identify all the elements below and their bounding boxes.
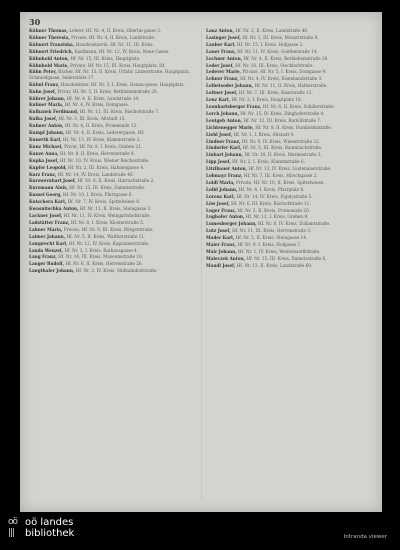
entry-details: Hf. Nr. 10, III. Kreis, Stockhofstraße. [235, 62, 314, 68]
directory-entry [206, 228, 374, 233]
directory-entry [206, 132, 374, 137]
entry-details: Hf. Nr. 4, II. Kreis, Promenade 12. [64, 123, 138, 129]
directory-entry [29, 178, 197, 183]
entry-name: Kuhner Maria, [29, 102, 64, 108]
directory-entry [206, 235, 374, 240]
directory-entry [206, 194, 374, 199]
entry-name: Lamprecht Karl, [29, 240, 68, 246]
entry-name: Kutschera Karl, [29, 199, 67, 205]
directory-entry [29, 199, 197, 204]
entry-details: Lehrer, Hf. Nr. 4, II. Kreis, Oberlin-gasse 3. [69, 28, 162, 33]
entry-details: Hf. Nr. 15, III. Kreis, Hauptplatz. [70, 55, 141, 61]
entry-name: Kupka Josef, [29, 157, 59, 163]
directory-entry [29, 185, 197, 190]
entry-name: Linhart Johann, [206, 152, 244, 158]
entry-details: Bäcker, Hf. Nr. 13, II. Kreis, Urfahr, Linzerstraße, Hauptplatz, Schmiedgasse, Seilerstätte 17. [29, 69, 190, 80]
page-number: 30 [29, 17, 41, 27]
entry-details: Hf. Nr. 4, I. Kreis, Pfarrplatz 8. [238, 186, 305, 192]
entry-details: Hf. Nr. 11, II. Kreis, Hafnerstraße. [254, 83, 328, 89]
entry-name: Lauber Karl, [206, 41, 236, 47]
entry-name: Lahner Maria, [29, 226, 63, 232]
directory-entry [29, 82, 197, 87]
entry-details: Hf. Nr. 13, II. Kreis, Landstraße 60. [236, 262, 313, 268]
entry-name: Kupfer Leopold, [29, 164, 67, 170]
entry-name: Kühner Theresia, [29, 34, 70, 40]
entry-details: Hf. Nr. 6, II. Kreis, Harrachstraße 2. [77, 178, 155, 184]
library-logo[interactable] [8, 517, 74, 539]
entry-name: Litzlbauer Anton, [206, 166, 247, 172]
entry-name: Kunz Michael, [29, 143, 63, 149]
entry-name: Kumpf Johann, [29, 130, 65, 136]
entry-name: Leutgeb Anton, [206, 117, 243, 123]
entry-name: Langthaler Johann, [29, 268, 75, 274]
entry-name: Kühn Peter, [29, 69, 57, 75]
directory-entry [206, 159, 374, 164]
directory-entry [206, 180, 374, 185]
entry-details: Kaufmann, Hf. Nr. 12, IV. Kreis, Neue Gasse. [74, 48, 170, 54]
directory-entry [206, 166, 374, 171]
entry-details: Hf. Nr. 2, I. Kreis, Klammstraße 6. [232, 159, 305, 165]
entry-details: Hf. Nr. 5, III. Kreis, Baumbachstraße. [242, 145, 323, 151]
entry-name: Lechner Anton, [206, 55, 243, 61]
entry-name: Lehner Franz, [206, 76, 239, 82]
entry-details: Hf. Nr. 7, III. Kreis, Kaarstraße 12. [238, 90, 313, 96]
entry-name: Kühnert Franziska, [29, 41, 75, 47]
entry-details: Hf. Nr. 10, II. Kreis, Marienstraße 3. [244, 152, 322, 158]
entry-details: Hf. Nr. 14, III. Kreis, Museumstraße 10. [58, 254, 143, 260]
entry-name: Kulhanek Ferdinand, [29, 109, 79, 115]
entry-details: Hf. Nr. 1, I. Kreis, Altstadt 4. [233, 131, 295, 137]
entry-details: Hf. Nr. 14, IV. Kreis, Figulystraße 5. [236, 193, 313, 199]
directory-entry [29, 63, 197, 68]
entry-name: Lutz Josef, [206, 228, 231, 234]
directory-entry [29, 49, 197, 54]
entry-details: Hf. Nr. 8, II. Kreis, Humboldtstraße. [255, 124, 333, 130]
entry-details: Hf. Nr. 15, I. Kreis, Hofgasse 2. [236, 41, 304, 47]
entry-details: Hf. Nr. 12, IV. Kreis, Kapuzinerstraße. [68, 240, 150, 246]
entry-details: Hf. Nr. 6, III. Kreis, Bischofstraße 11. [231, 200, 311, 206]
entry-name: Lenz Karl, [206, 97, 231, 103]
directory-entry [29, 28, 197, 33]
entry-name: Maleczek Anton, [206, 255, 246, 261]
entry-name: Lindner Franz, [206, 138, 241, 144]
entry-name: Kühner Thomas, [29, 28, 68, 33]
entry-name: Mair Johann, [206, 249, 237, 254]
directory-entry [206, 63, 374, 68]
entry-name: Lorenz Karl, [206, 193, 236, 199]
entry-details: Privat, Hf. Nr. 8, I. Kreis, Graben 21. [64, 143, 143, 149]
entry-details: Private, Hf. Nr. 9, III. Kreis, Bürgerstraße. [63, 226, 154, 232]
directory-entry [29, 248, 197, 253]
entry-details: Hf. Nr. 10, I. Kreis, Pfarrgasse 6. [63, 192, 133, 198]
entry-name: Lederer Marie, [206, 69, 242, 75]
entry-details: Hf. Nr. 11, III. Kreis, Bischofstraße 7. [79, 109, 160, 115]
entry-name: Kührer Johann, [29, 95, 66, 101]
directory-entry [29, 42, 197, 47]
entry-name: Ladstätter Franz, [29, 219, 70, 225]
directory-entry [29, 213, 197, 218]
directory-entry [29, 192, 197, 197]
entry-name: Leitner Josef, [206, 90, 238, 96]
directory-entry [206, 139, 374, 144]
directory-entry [29, 261, 197, 266]
entry-name: Luger Franz, [206, 207, 236, 213]
entry-name: Lipp Josef, [206, 159, 231, 165]
entry-details: Hf. Nr. 2, I. Kreis, Rathausgasse 4. [64, 247, 139, 253]
entry-name: Kunerth Karl, [29, 137, 62, 142]
scanned-page [20, 12, 382, 512]
entry-details: Hf. Nr. 3, III. Kreis, Mozartstraße 8. [242, 34, 319, 40]
entry-details: Hf. Nr. 3, II. Kreis, Promenade 20. [237, 207, 311, 213]
entry-details: Hausbesitzerin, Hf. Nr. 11, III. Kreis. [75, 41, 154, 47]
directory-entry [206, 256, 374, 261]
directory-entry [206, 208, 374, 213]
entry-name: Kussel Georg, [29, 192, 62, 198]
directory-entry [29, 96, 197, 101]
directory-entry [206, 125, 374, 130]
directory-entry [206, 104, 374, 109]
entry-details: Hf. Nr. 15, IV. Kreis, Dinghoferstraße 4. [240, 110, 325, 116]
entry-details: Hf. Nr. 8, I. Kreis, Klosterstraße 5. [70, 219, 145, 225]
directory-entry [206, 35, 374, 40]
entry-name: Lerch Johann, [206, 110, 239, 116]
entry-name: Kunze Anna, [29, 150, 59, 156]
entry-name: Leder Josef, [206, 62, 234, 68]
directory-entry [206, 111, 374, 116]
directory-entry [29, 158, 197, 163]
entry-details: Hf. Nr. 12, I. Kreis, Graben 9. [245, 214, 309, 220]
directory-entry [29, 241, 197, 246]
entry-details: Hf. Nr. 3, III. Kreis, Altstadt 15. [58, 116, 126, 122]
entry-name: Lichtenegger Marie, [206, 124, 254, 130]
entry-details: Hf. Nr. 11, IV. Kreis, Weingartshofstraße. [63, 212, 151, 218]
directory-entry [29, 56, 197, 61]
directory-entry [206, 201, 374, 206]
entry-name: Lang Franz, [29, 254, 57, 260]
entry-details: Hf. Nr. 7, III. Kreis, Hirschgasse 2. [243, 173, 318, 179]
directory-entry [29, 137, 197, 142]
directory-entry [29, 268, 197, 273]
entry-details: Hf. Nr. 12, III. Kreis, Rudolfstraße 7. [243, 117, 322, 123]
directory-entry [29, 227, 197, 232]
entry-details: Hf. Nr. 6, II. Kreis, Herrenstraße 26. [65, 261, 143, 267]
entry-name: Kuhn Josef, [29, 88, 57, 94]
directory-entry [29, 234, 197, 239]
entry-details: Private, Hf. Nr. 10, II. Kreis, Spittelwiese. [235, 179, 325, 185]
directory-entry [206, 69, 374, 74]
directory-entry [29, 123, 197, 128]
logo-mark-icon: oö [8, 517, 18, 527]
entry-name: Mader Karl, [206, 235, 235, 241]
directory-entry [206, 118, 374, 123]
directory-entry [206, 263, 374, 268]
viewer-label: Intranda viewer [343, 534, 387, 540]
entry-name: Lughofer Anton, [206, 214, 245, 220]
entry-name: Lasinger Josef, [206, 34, 241, 40]
entry-name: Landa Wenzel, [29, 247, 63, 253]
entry-details: Hf. Nr. 4, IV. Kreis, Eisenhandstraße 3. [240, 76, 323, 82]
directory-entry [206, 56, 374, 61]
entry-details: Hf. Nr. 4, II. Kreis, Landstraße 14. [66, 95, 140, 101]
entry-details: Hf. Nr. 3, I. Kreis, Hauptplatz 18. [231, 97, 303, 103]
entry-name: Kühnhold Marie, [29, 62, 69, 68]
entry-name: Kwasnitschka Anton, [29, 206, 79, 212]
directory-entry [206, 173, 374, 178]
directory-entry [206, 28, 374, 33]
column-divider [201, 30, 202, 500]
right-column [206, 28, 374, 268]
entry-name: Lanz Anton, [206, 28, 235, 33]
entry-details: Private, Hf. Nr. 15, III. Kreis, Hauptplatz, Hf. [70, 62, 166, 68]
entry-details: Hf. Nr. 13, IV. Kreis, Klammstraße 3. [62, 137, 141, 142]
directory-entry [29, 165, 197, 170]
directory-entry [29, 35, 197, 40]
entry-details: Hf. Nr. 13, IV. Kreis, Lustenauerstraße. [248, 166, 332, 172]
entry-details: Hf. Nr. 7, IV. Kreis, Spittelwiese 8. [67, 199, 141, 205]
directory-entry [29, 69, 197, 80]
entry-details: Hf. Nr. 13, III. Kreis, Dametzstraße. [69, 185, 146, 191]
entry-details: Hf. Nr. 5, II. Kreis, Waltherstraße 11. [66, 233, 146, 239]
entry-name: Lindorfer Karl, [206, 145, 242, 151]
entry-name: Lackner Josef, [29, 212, 63, 218]
directory-entry [206, 242, 374, 247]
logo-text-line1: oö landes [25, 517, 74, 528]
entry-details: Hf. Nr. 9, I. Kreis, Hofgasse 7. [237, 242, 302, 248]
entry-details: Hf. Nr. 3, IV. Kreis, Südbahnhofstraße. [75, 268, 158, 274]
entry-details: Hf. Nr. 9, IV. Kreis, Wienerstraße 22. [241, 138, 321, 144]
entry-name: Leibetseder Johann, [206, 83, 254, 89]
directory-entry [29, 102, 197, 107]
entry-name: Leonhartsberger Franz, [206, 103, 262, 109]
entry-name: Kurzwernhart Josef, [29, 178, 77, 184]
entry-details: Hf. Nr. 4, IV. Kreis, Domgasse. [64, 102, 130, 108]
entry-name: Laimer Johann, [29, 233, 66, 239]
directory-entry [206, 221, 374, 226]
directory-entry [29, 89, 197, 94]
directory-entry [29, 109, 197, 114]
directory-entry [29, 172, 197, 177]
directory-entry [206, 42, 374, 47]
directory-entry [29, 151, 197, 156]
directory-entry [206, 249, 374, 254]
directory-entry [29, 220, 197, 225]
entry-name: Kurzmann Alois, [29, 185, 68, 191]
entry-details: Hf. Nr. 11, II. Kreis, Steingasse 3. [79, 206, 152, 212]
entry-details: Hf. Nr. 11, III. Kreis, Herrenstraße 3. [232, 228, 312, 234]
directory-entry [29, 206, 197, 211]
directory-entry [206, 145, 374, 150]
entry-name: Loibl Johann, [206, 186, 238, 192]
entry-details: Hausbesitzer, Hf. Nr. 3, I. Kreis, Donau-gasse, Hauptplatz. [60, 81, 185, 87]
entry-details: Hf. Nr. 14, IV. Kreis, Landstraße 40. [57, 171, 134, 177]
entry-details: Hf. Nr. 2, III. Kreis, Hahnengasse 4. [68, 164, 145, 170]
entry-details: Privat, Hf. Nr. 5, II. Kreis, Bethlehemstraße 20. [57, 88, 158, 94]
directory-entry [206, 97, 374, 102]
directory-entry [206, 90, 374, 95]
entry-name: Kulka Josef, [29, 116, 58, 122]
entry-details: Hf. Nr. 5, II. Kreis, Steingasse 14. [235, 235, 308, 241]
directory-entry [206, 83, 374, 88]
entry-details: Hf. Nr. 2, II. Kreis, Landstraße 48. [235, 28, 309, 33]
directory-entry [206, 152, 374, 157]
entry-name: Langer Rudolf, [29, 261, 64, 267]
entry-name: Maier Franz, [206, 242, 236, 248]
directory-entry [29, 116, 197, 121]
directory-entry [29, 144, 197, 149]
entry-name: Lumesberger Johann, [206, 221, 257, 227]
entry-details: Hf. Nr. 6, II. Kreis, Schillerstraße. [262, 103, 335, 109]
entry-details: Hf. Nr. 10, IV. Kreis, Wiener Reichsstraße. [59, 157, 150, 163]
entry-name: Löw Josef, [206, 200, 230, 206]
logo-text-line2: bibliothek [25, 528, 75, 539]
entry-details: Hf. Nr. 15, III. Kreis, Dametzstraße 6. [246, 255, 327, 261]
entry-name: Kulmer Anton, [29, 123, 64, 129]
directory-entry [29, 130, 197, 135]
entry-details: Private, Hf. Nr. 5, I. Kreis, Domgasse 9. [242, 69, 327, 75]
directory-entry [206, 214, 374, 219]
directory-entry [29, 254, 197, 259]
entry-details: Private, Hf. Nr. 4, II. Kreis, Landstraße. [71, 34, 156, 40]
entry-details: Hf. Nr. 8, IV. Kreis, Zollamtstraße. [257, 221, 331, 227]
entry-details: Hf. Nr. 1, IV. Kreis, Weißenwolffstraße. [238, 249, 321, 254]
entry-name: Lobmayr Franz, [206, 173, 243, 179]
entry-name: Loidl Maria, [206, 179, 235, 185]
entry-details: Hf. Nr. 4, II. Kreis, Bethlehemstraße 30. [243, 55, 329, 61]
entry-name: Lauer Franz, [206, 48, 236, 54]
entry-details: Hf. Nr. 11, IV. Kreis, Goethestraße 14. [237, 48, 318, 54]
entry-name: Kühnl Franz, [29, 81, 60, 87]
entry-name: Mandl Josef, [206, 262, 236, 268]
directory-entry [206, 76, 374, 81]
entry-details: Hf. Nr. 4, II. Kreis, Lederergasse, Hf. [65, 130, 145, 136]
directory-entry [206, 49, 374, 54]
entry-details: Hf. Nr. 8, II. Kreis, Herrenstraße 9. [60, 150, 135, 156]
entry-name: Kurz Franz, [29, 171, 57, 177]
entry-name: Kühnhold Anton, [29, 55, 70, 61]
logo-bars-icon: ||| [8, 528, 15, 538]
left-column [29, 28, 197, 274]
directory-entry [206, 187, 374, 192]
entry-name: Liebl Josef, [206, 131, 233, 137]
entry-name: Kühnert Friedrich, [29, 48, 74, 54]
